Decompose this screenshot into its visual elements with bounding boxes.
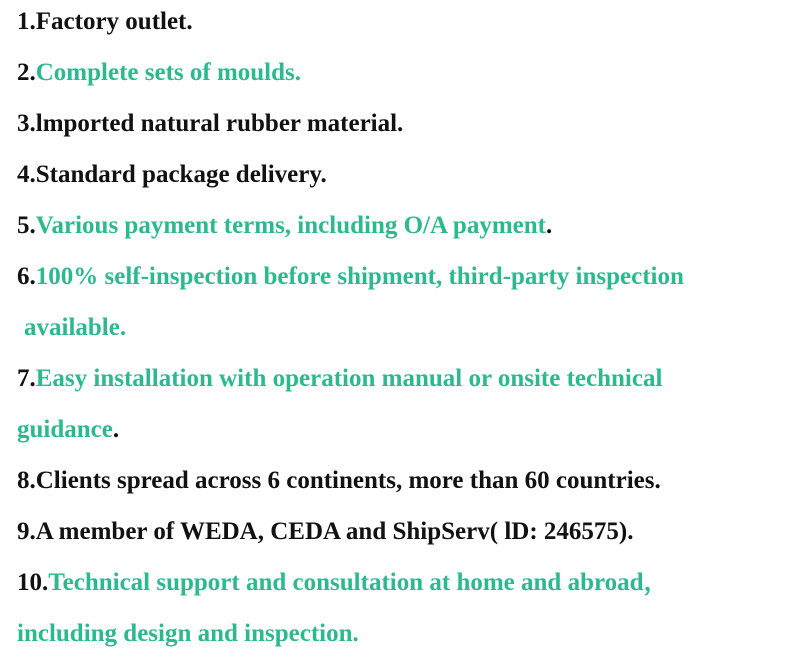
list-item bbox=[17, 211, 552, 241]
item-text: A member of WEDA, CEDA and ShipServ( lD: 246575). bbox=[35, 518, 634, 545]
item-text: 100% self-inspection before shipment, third-party inspection bbox=[35, 263, 684, 290]
item-number: 10. bbox=[17, 569, 49, 596]
item-text: Complete sets of moulds. bbox=[35, 59, 302, 86]
list-item-continuation bbox=[17, 619, 359, 649]
list-item bbox=[17, 364, 662, 394]
item-text-cont: available. bbox=[24, 314, 127, 341]
item-text-cont: guidance bbox=[17, 416, 113, 443]
item-text: lmported natural rubber material. bbox=[35, 110, 404, 137]
list-item-continuation bbox=[17, 415, 119, 445]
item-number: 9. bbox=[17, 518, 36, 545]
item-number: 2. bbox=[17, 59, 36, 86]
list-item-continuation bbox=[24, 313, 126, 343]
item-text-cont: including design and inspection. bbox=[17, 620, 359, 647]
item-text: Clients spread across 6 continents, more than 60 countries. bbox=[35, 467, 661, 494]
item-text: Standard package delivery. bbox=[35, 161, 327, 188]
list-item bbox=[17, 466, 661, 496]
item-text: Factory outlet. bbox=[35, 8, 193, 35]
item-number: 6. bbox=[17, 263, 36, 290]
list-item bbox=[17, 160, 327, 190]
list-item bbox=[17, 517, 633, 547]
list-item bbox=[17, 109, 403, 139]
item-number: 5. bbox=[17, 212, 36, 239]
item-text: Various payment terms, including O/A payment bbox=[35, 212, 546, 239]
item-number: 1. bbox=[17, 8, 36, 35]
list-item bbox=[17, 7, 193, 37]
item-number: 3. bbox=[17, 110, 36, 137]
list-item bbox=[17, 58, 301, 88]
item-number: 4. bbox=[17, 161, 36, 188]
item-number: 8. bbox=[17, 467, 36, 494]
item-number: 7. bbox=[17, 365, 36, 392]
item-end-punct: . bbox=[112, 416, 120, 443]
item-end-punct: . bbox=[545, 212, 553, 239]
item-text: Easy installation with operation manual or onsite technical bbox=[35, 365, 663, 392]
list-item bbox=[17, 262, 684, 292]
item-text: Technical support and consultation at home and abroad， bbox=[48, 569, 669, 596]
list-item bbox=[17, 568, 669, 598]
